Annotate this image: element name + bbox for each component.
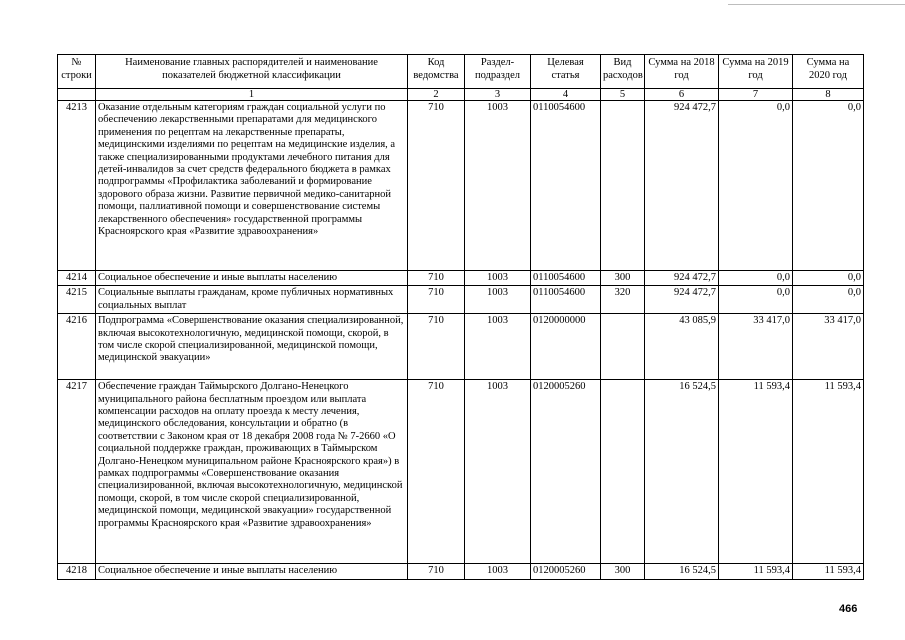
row-vid: 320 bbox=[601, 286, 645, 314]
row-number: 4217 bbox=[58, 380, 96, 564]
row-vid: 300 bbox=[601, 564, 645, 579]
colnum-8: 8 bbox=[793, 89, 864, 101]
colnum-2: 2 bbox=[408, 89, 465, 101]
header-sum-2019: Сумма на 2019 год bbox=[719, 55, 793, 89]
row-ved: 710 bbox=[408, 101, 465, 271]
colnum-7: 7 bbox=[719, 89, 793, 101]
budget-table bbox=[57, 54, 864, 580]
row-sum-2018: 924 472,7 bbox=[645, 271, 719, 286]
table-row bbox=[58, 564, 864, 579]
row-ved: 710 bbox=[408, 314, 465, 380]
row-ved: 710 bbox=[408, 286, 465, 314]
row-vid: 300 bbox=[601, 271, 645, 286]
row-ved: 710 bbox=[408, 380, 465, 564]
row-sum-2019: 0,0 bbox=[719, 286, 793, 314]
row-ved: 710 bbox=[408, 271, 465, 286]
row-name: Подпрограмма «Совершенствование оказания специализированной, включая высокотехнологичную, медицинской помощи, скорой, в том числе скорой специализированной, медицинской помощи, медицинской эвакуации» bbox=[96, 314, 408, 380]
header-vid: Вид расходов bbox=[601, 55, 645, 89]
row-sum-2020: 11 593,4 bbox=[793, 564, 864, 579]
row-name: Социальное обеспечение и иные выплаты населению bbox=[96, 564, 408, 579]
row-razdel: 1003 bbox=[465, 380, 531, 564]
colnum-4: 4 bbox=[531, 89, 601, 101]
colnum-0 bbox=[58, 89, 96, 101]
row-vid bbox=[601, 314, 645, 380]
row-celevaya: 0120005260 bbox=[531, 564, 601, 579]
colnum-1: 1 bbox=[96, 89, 408, 101]
scan-artifact-line bbox=[728, 4, 905, 5]
row-celevaya: 0110054600 bbox=[531, 271, 601, 286]
row-number: 4215 bbox=[58, 286, 96, 314]
row-number: 4213 bbox=[58, 101, 96, 271]
row-razdel: 1003 bbox=[465, 564, 531, 579]
header-sum-2020: Сумма на 2020 год bbox=[793, 55, 864, 89]
table-row bbox=[58, 286, 864, 314]
row-number: 4214 bbox=[58, 271, 96, 286]
header-ved: Код ведомства bbox=[408, 55, 465, 89]
row-name: Обеспечение граждан Таймырского Долгано-Ненецкого муниципального района бесплатным проездом или выплата компенсации расходов на оплату проезда к месту лечения, медицинского обследования, консультации и обратно (в соответствии с Законом края от 18 декабря 2008 года № 7-2660 «О социальной поддержке граждан, проживающих в Таймырском Долгано-Ненецком муниципальном районе Красноярского края») в рамках подпрограммы «Совершенствование оказания специализированной, включая высокотехнологичную, медицинской помощи, скорой, в том числе скорой специализированной, медицинской помощи, медицинской эвакуации» государственной программы Красноярского края «Развитие здравоохранения» bbox=[96, 380, 408, 564]
table-row bbox=[58, 271, 864, 286]
row-razdel: 1003 bbox=[465, 101, 531, 271]
row-sum-2019: 11 593,4 bbox=[719, 380, 793, 564]
table-row bbox=[58, 314, 864, 380]
colnum-6: 6 bbox=[645, 89, 719, 101]
row-sum-2019: 0,0 bbox=[719, 101, 793, 271]
row-sum-2020: 11 593,4 bbox=[793, 380, 864, 564]
row-sum-2020: 0,0 bbox=[793, 271, 864, 286]
header-razdel: Раздел-подраздел bbox=[465, 55, 531, 89]
row-number: 4216 bbox=[58, 314, 96, 380]
row-celevaya: 0120000000 bbox=[531, 314, 601, 380]
row-name: Социальные выплаты гражданам, кроме публичных нормативных социальных выплат bbox=[96, 286, 408, 314]
row-ved: 710 bbox=[408, 564, 465, 579]
table-row bbox=[58, 380, 864, 564]
row-sum-2018: 924 472,7 bbox=[645, 101, 719, 271]
row-celevaya: 0110054600 bbox=[531, 286, 601, 314]
colnum-5: 5 bbox=[601, 89, 645, 101]
row-celevaya: 0120005260 bbox=[531, 380, 601, 564]
row-name: Оказание отдельным категориям граждан социальной услуги по обеспечению лекарственными препаратами для медицинского применения по рецептам на лекарственные препараты, медицинскими изделиями по рецептам на медицинские изделия, а также специализированными продуктами лечебного питания для детей-инвалидов за счет средств федерального бюджета в рамках подпрограммы «Профилактика заболеваний и формирование здорового образа жизни. Развитие первичной медико-санитарной помощи, паллиативной помощи и совершенствование системы лекарственного обеспечения» государственной программы Красноярского края «Развитие здравоохранения» bbox=[96, 101, 408, 271]
column-number-row bbox=[58, 89, 864, 101]
colnum-3: 3 bbox=[465, 89, 531, 101]
row-vid bbox=[601, 101, 645, 271]
row-sum-2020: 0,0 bbox=[793, 286, 864, 314]
row-vid bbox=[601, 380, 645, 564]
table-row bbox=[58, 101, 864, 271]
row-razdel: 1003 bbox=[465, 286, 531, 314]
header-row-number: № строки bbox=[58, 55, 96, 89]
row-sum-2018: 16 524,5 bbox=[645, 380, 719, 564]
row-sum-2020: 33 417,0 bbox=[793, 314, 864, 380]
row-sum-2018: 16 524,5 bbox=[645, 564, 719, 579]
row-razdel: 1003 bbox=[465, 314, 531, 380]
header-celevaya: Целевая статья bbox=[531, 55, 601, 89]
page-number: 466 bbox=[839, 603, 858, 615]
row-sum-2019: 33 417,0 bbox=[719, 314, 793, 380]
row-sum-2020: 0,0 bbox=[793, 101, 864, 271]
row-sum-2019: 11 593,4 bbox=[719, 564, 793, 579]
row-celevaya: 0110054600 bbox=[531, 101, 601, 271]
row-number: 4218 bbox=[58, 564, 96, 579]
row-razdel: 1003 bbox=[465, 271, 531, 286]
row-sum-2019: 0,0 bbox=[719, 271, 793, 286]
row-sum-2018: 924 472,7 bbox=[645, 286, 719, 314]
row-name: Социальное обеспечение и иные выплаты населению bbox=[96, 271, 408, 286]
header-row bbox=[58, 55, 864, 89]
header-name: Наименование главных распорядителей и наименование показателей бюджетной классификации bbox=[96, 55, 408, 89]
row-sum-2018: 43 085,9 bbox=[645, 314, 719, 380]
header-sum-2018: Сумма на 2018 год bbox=[645, 55, 719, 89]
